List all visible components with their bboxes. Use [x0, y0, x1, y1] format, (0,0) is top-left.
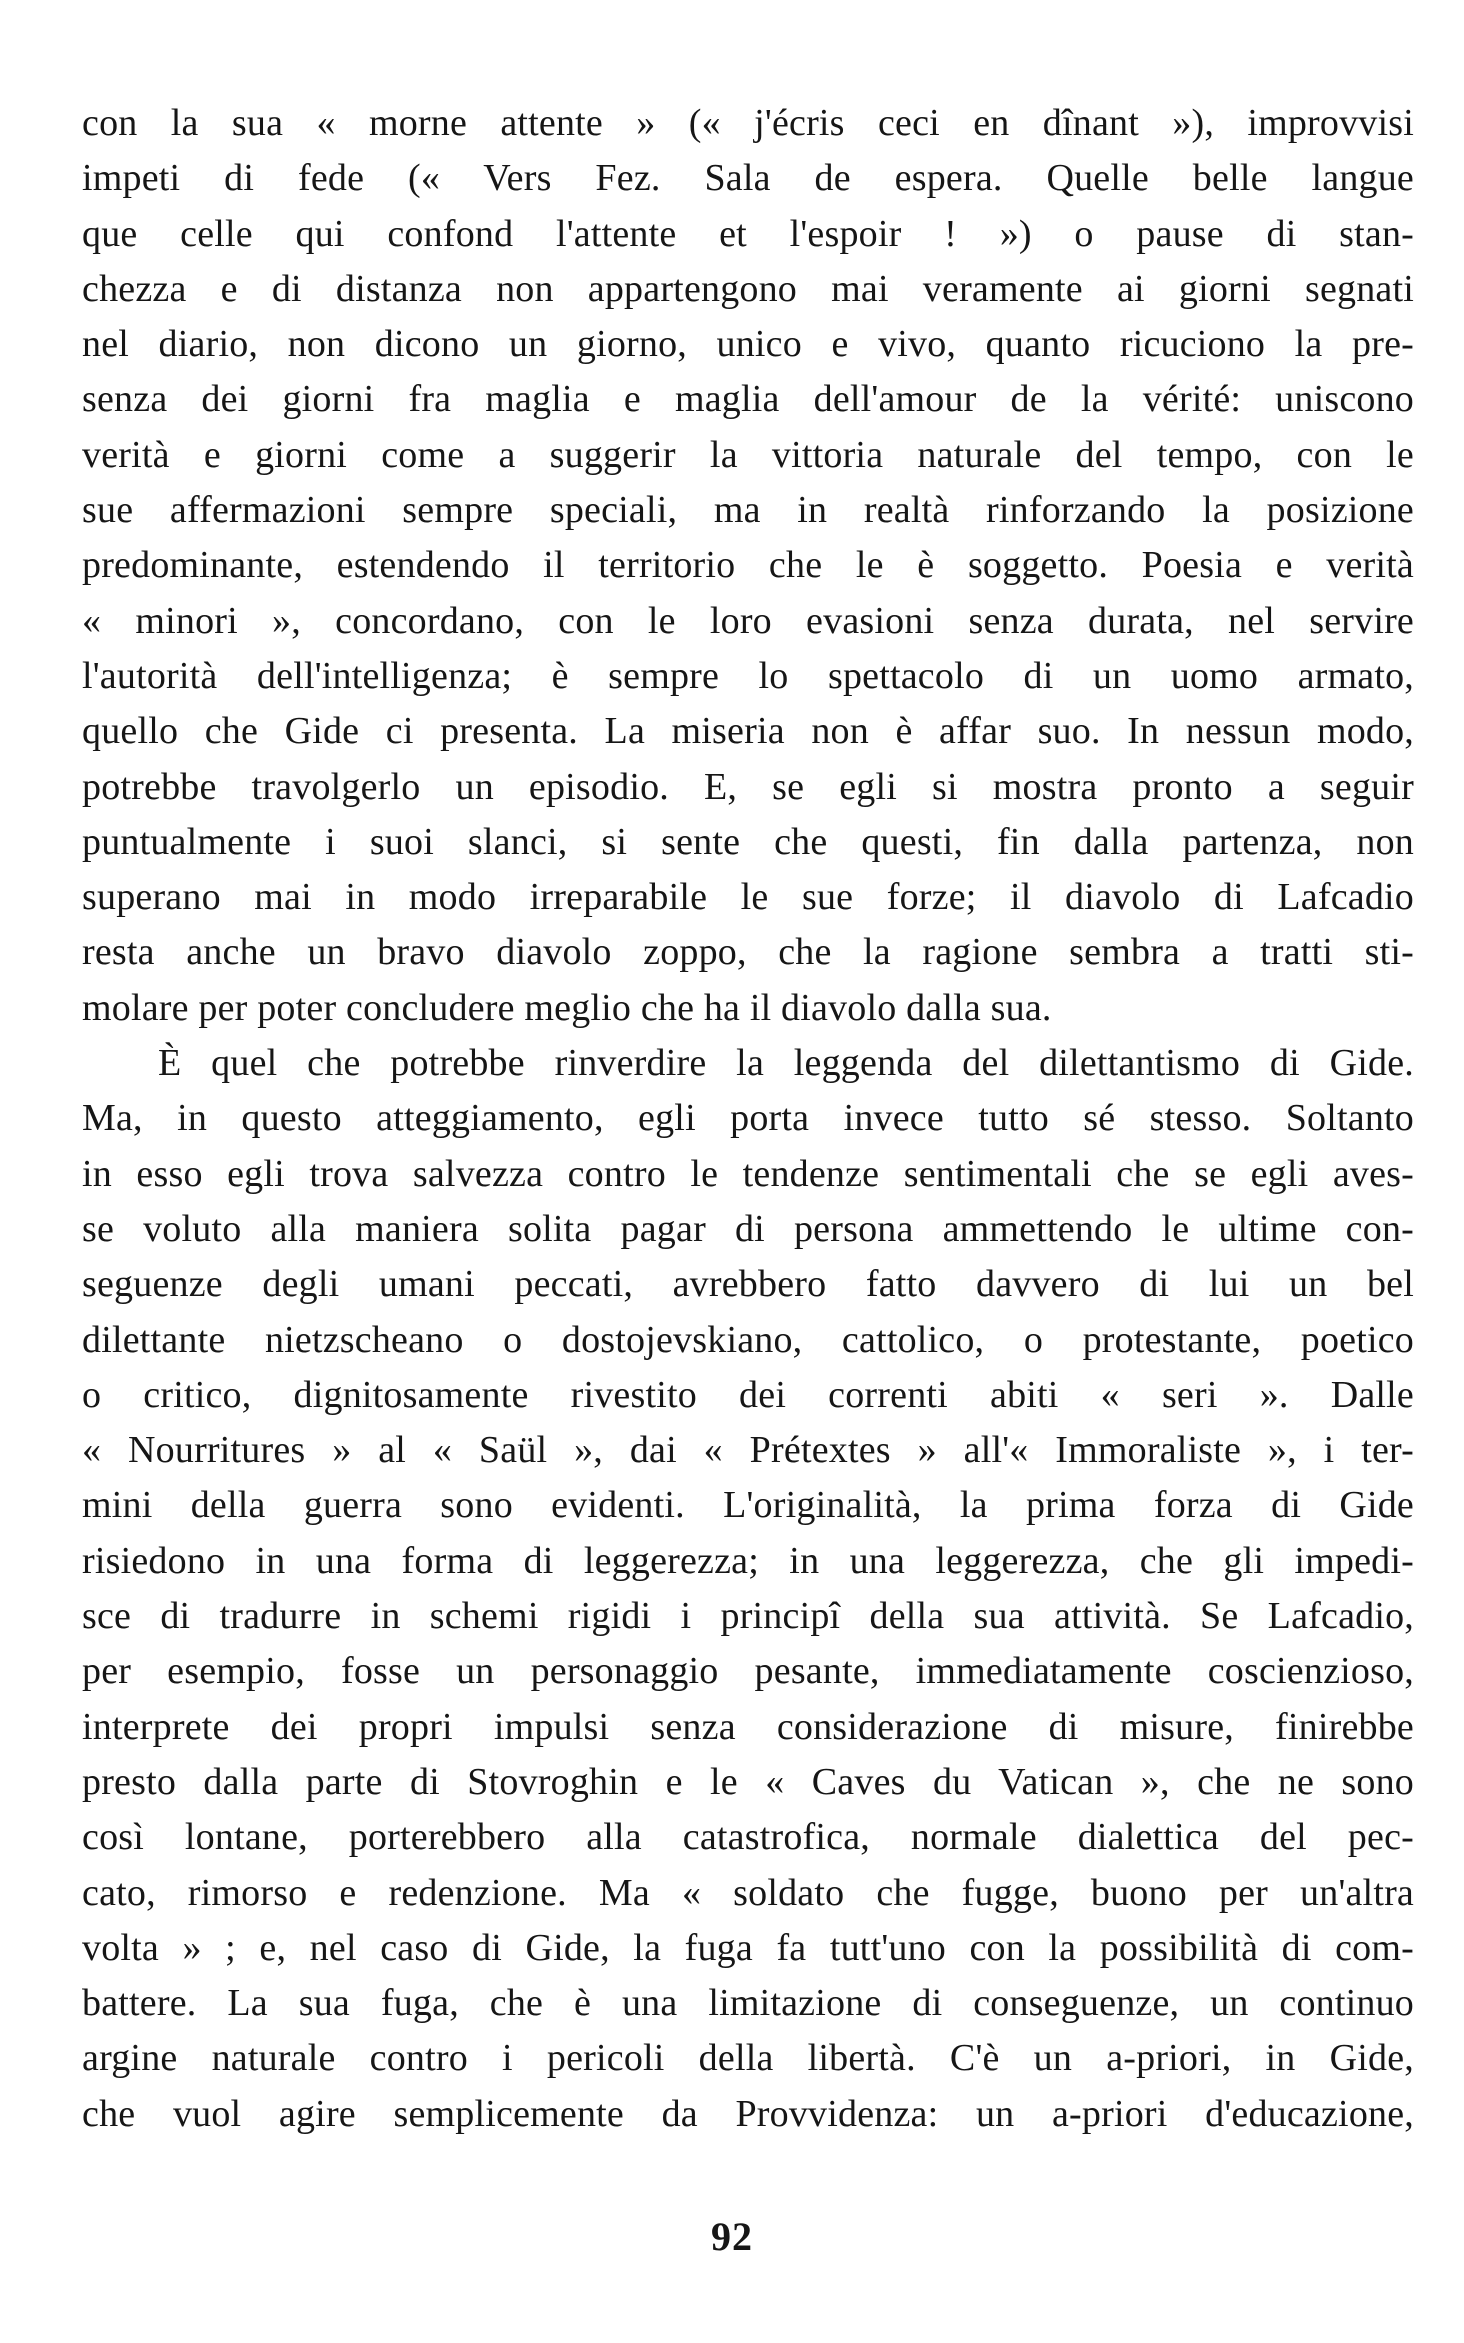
text-line: in esso egli trova salvezza contro le tendenze sentimentali che se egli aves-: [82, 1152, 1414, 1195]
text-line: superano mai in modo irreparabile le sue forze; il diavolo di Lafcadio: [82, 876, 1414, 919]
text-line: battere. La sua fuga, che è una limitazione di conseguenze, un continuo: [82, 1982, 1414, 2025]
text-line: que celle qui confond l'attente et l'espoir ! ») o pause di stan-: [82, 212, 1414, 255]
text-line: sce di tradurre in schemi rigidi i principî della sua attività. Se Lafcadio,: [82, 1595, 1414, 1638]
text-line: « Nourritures » al « Saül », dai « Prétextes » all'« Immoraliste », i ter-: [82, 1429, 1414, 1472]
text-line: presto dalla parte di Stovroghin e le « Caves du Vatican », che ne sono: [82, 1760, 1414, 1803]
paragraph-2: [82, 1036, 1414, 2142]
text-line: argine naturale contro i pericoli della libertà. C'è un a-priori, in Gide,: [82, 2037, 1414, 2080]
text-line: così lontane, porterebbero alla catastrofica, normale dialettica del pec-: [82, 1816, 1414, 1859]
text-line: mini della guerra sono evidenti. L'originalità, la prima forza di Gide: [82, 1484, 1414, 1527]
text-line: verità e giorni come a suggerir la vittoria naturale del tempo, con le: [82, 433, 1414, 476]
text-line: sue affermazioni sempre speciali, ma in realtà rinforzando la posizione: [82, 489, 1414, 532]
text-line: « minori », concordano, con le loro evasioni senza durata, nel servire: [82, 599, 1414, 642]
text-line: interprete dei propri impulsi senza considerazione di misure, finirebbe: [82, 1705, 1414, 1748]
text-line: l'autorità dell'intelligenza; è sempre lo spettacolo di un uomo armato,: [82, 654, 1414, 697]
text-line: volta » ; e, nel caso di Gide, la fuga fa tutt'uno con la possibilità di com-: [82, 1926, 1414, 1969]
text-line: senza dei giorni fra maglia e maglia dell'amour de la vérité: uniscono: [82, 378, 1414, 421]
text-line: Ma, in questo atteggiamento, egli porta invece tutto sé stesso. Soltanto: [82, 1097, 1414, 1140]
page-number: 92: [711, 2214, 753, 2259]
text-line: potrebbe travolgerlo un episodio. E, se egli si mostra pronto a seguir: [82, 765, 1414, 808]
text-line: puntualmente i suoi slanci, si sente che questi, fin dalla partenza, non: [82, 820, 1414, 863]
text-line: se voluto alla maniera solita pagar di persona ammettendo le ultime con-: [82, 1207, 1414, 1250]
text-line: dilettante nietzscheano o dostojevskiano, cattolico, o protestante, poetico: [82, 1318, 1414, 1361]
text-line: impeti di fede (« Vers Fez. Sala de espera. Quelle belle langue: [82, 157, 1414, 200]
text-line: nel diario, non dicono un giorno, unico e vivo, quanto ricuciono la pre-: [82, 323, 1414, 366]
text-line: seguenze degli umani peccati, avrebbero fatto davvero di lui un bel: [82, 1263, 1414, 1306]
text-line: chezza e di distanza non appartengono mai veramente ai giorni segnati: [82, 267, 1414, 310]
text-line: molare per poter concludere meglio che ha il diavolo dalla sua.: [82, 986, 1052, 1029]
text-line: per esempio, fosse un personaggio pesante, immediatamente coscienzioso,: [82, 1650, 1414, 1693]
text-line: quello che Gide ci presenta. La miseria non è affar suo. In nessun modo,: [82, 710, 1414, 753]
text-line: cato, rimorso e redenzione. Ma « soldato che fugge, buono per un'altra: [82, 1871, 1414, 1914]
text-line: che vuol agire semplicemente da Provvidenza: un a-priori d'educazione,: [82, 2092, 1414, 2135]
text-line: È quel che potrebbe rinverdire la leggenda del dilettantismo di Gide.: [158, 1042, 1414, 1085]
text-line: o critico, dignitosamente rivestito dei correnti abiti « seri ». Dalle: [82, 1373, 1414, 1416]
paragraph-1: [82, 96, 1414, 1036]
text-line: predominante, estendendo il territorio che le è soggetto. Poesia e verità: [82, 544, 1414, 587]
page-body: [82, 96, 1414, 2142]
text-line: resta anche un bravo diavolo zoppo, che la ragione sembra a tratti sti-: [82, 931, 1414, 974]
text-line: con la sua « morne attente » (« j'écris ceci en dînant »), improvvisi: [82, 102, 1414, 144]
text-line: risiedono in una forma di leggerezza; in una leggerezza, che gli impedi-: [82, 1539, 1414, 1582]
